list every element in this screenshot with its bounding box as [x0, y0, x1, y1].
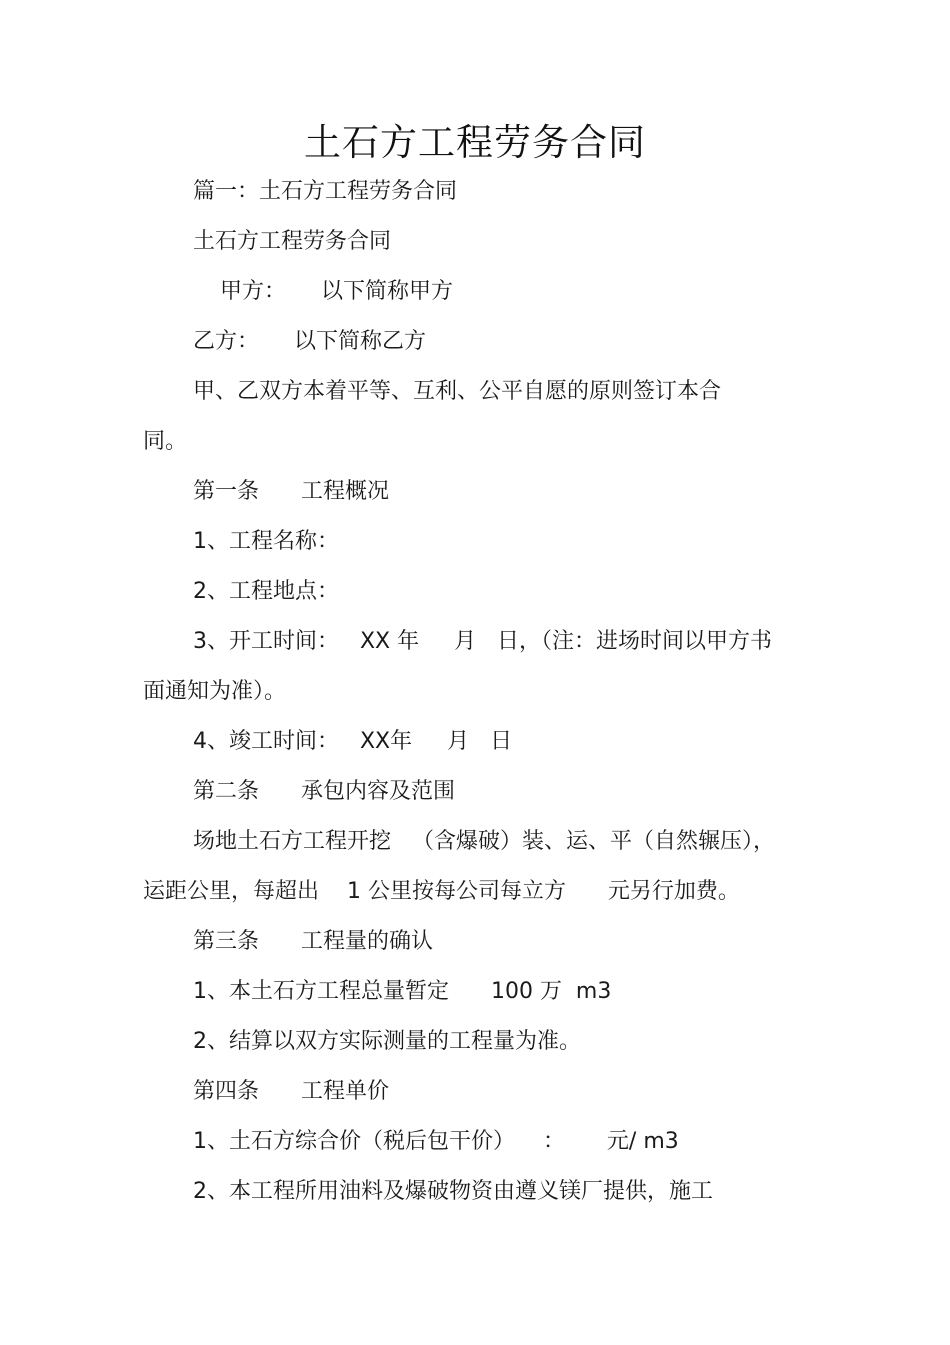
text-line: 2、工程地点：	[193, 579, 339, 604]
text-line: 面通知为准）。	[143, 679, 287, 704]
text-line: 甲、乙双方本着平等、互利、公平自愿的原则签订本合	[193, 379, 722, 404]
document-title: 土石方工程劳务合同	[304, 121, 646, 164]
text-line: 1、本土石方工程总量暂定 100 万 m3	[193, 979, 612, 1004]
text-line: 土石方工程劳务合同	[193, 229, 392, 254]
text-line: 甲方： 以下简称甲方	[220, 279, 453, 304]
text-line: 2、本工程所用油料及爆破物资由遵义镁厂提供，施工	[193, 1179, 713, 1204]
text-line: 第四条 工程单价	[193, 1079, 389, 1104]
text-line: 4、竣工时间： XX年 月 日	[193, 729, 513, 754]
text-line: 第一条 工程概况	[193, 479, 389, 504]
text-line: 乙方： 以下简称乙方	[193, 329, 426, 354]
text-line: 1、工程名称：	[193, 529, 339, 554]
text-line: 2、结算以双方实际测量的工程量为准。	[193, 1029, 581, 1054]
text-line: 运距公里，每超出 1 公里按每公司每立方 元另行加费。	[143, 879, 740, 904]
text-line: 1、土石方综合价（税后包干价） ： 元/ m3	[193, 1129, 679, 1154]
text-line: 篇一：土石方工程劳务合同	[193, 179, 458, 204]
text-line: 第二条 承包内容及范围	[193, 779, 455, 804]
text-line: 场地土石方工程开挖 （含爆破）装、运、平（自然辗压），	[193, 829, 775, 854]
text-line: 3、开工时间： XX 年 月 日，（注：进场时间以甲方书	[193, 629, 773, 654]
text-line: 第三条 工程量的确认	[193, 929, 433, 954]
text-line: 同。	[143, 429, 188, 454]
